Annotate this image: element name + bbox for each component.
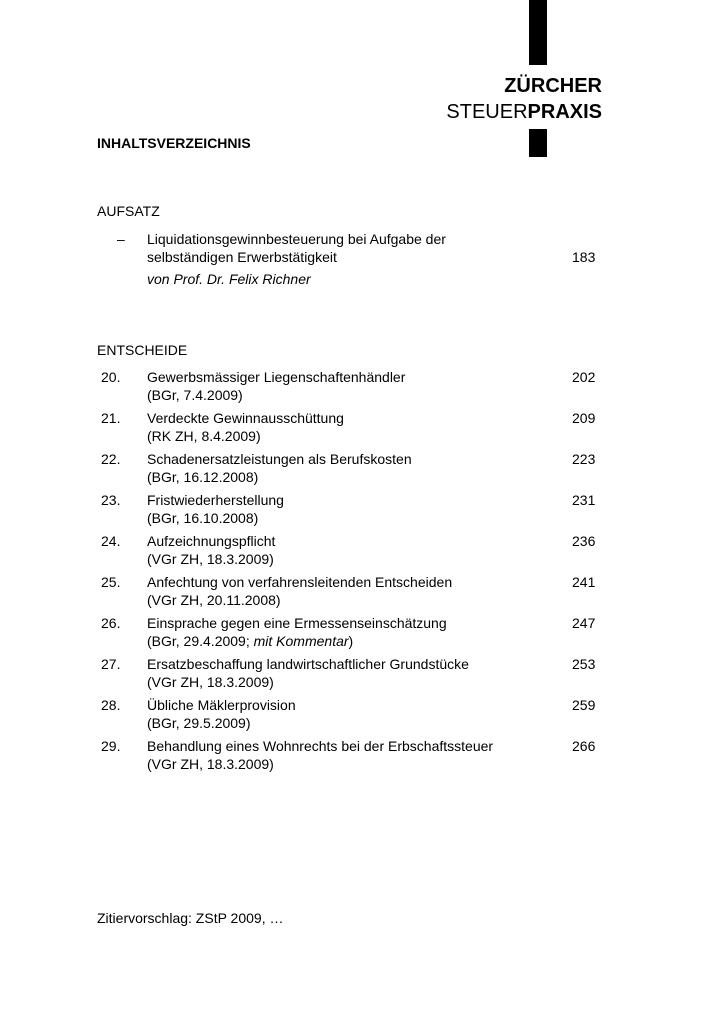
entry-number: 24. (101, 533, 121, 549)
list-item (97, 491, 607, 532)
entry-number: 27. (101, 656, 121, 672)
page-title: INHALTSVERZEICHNIS (97, 135, 251, 151)
entry-citation (147, 550, 274, 568)
entry-citation (147, 386, 243, 404)
list-item (97, 409, 607, 450)
entry-title: Schadenersatzleistungen als Berufskosten (147, 451, 412, 467)
entry-page-number: 247 (572, 615, 596, 631)
entry-citation (147, 427, 261, 445)
entry-title: Ersatzbeschaffung landwirtschaftlicher Grundstücke (147, 656, 469, 672)
list-item (97, 614, 607, 655)
entry-citation-text: (BGr, 16.10.2008) (147, 510, 259, 526)
entry-citation (147, 673, 274, 691)
entry-page-number: 209 (572, 410, 596, 426)
entry-page-number: 202 (572, 369, 596, 385)
entry-citation-text: (VGr ZH, 20.11.2008) (147, 592, 281, 608)
logo-line2-regular: STEUER (446, 101, 528, 123)
list-item (97, 696, 607, 737)
entry-page-number: 253 (572, 656, 596, 672)
logo-line2-bold: PRAXIS (527, 101, 602, 123)
entry-title: Gewerbsmässiger Liegenschaftenhändler (147, 369, 406, 385)
list-item (97, 450, 607, 491)
entry-citation-note: mit Kommentar (253, 633, 349, 649)
entry-page-number: 241 (572, 574, 596, 590)
entry-title: Aufzeichnungspflicht (147, 533, 276, 549)
entry-page-number: 236 (572, 533, 596, 549)
article-author: von Prof. Dr. Felix Richner (147, 271, 311, 287)
entry-citation-text: (VGr ZH, 18.3.2009) (147, 551, 274, 567)
entry-title: Einsprache gegen eine Ermessenseinschätzung (147, 615, 447, 631)
entry-number: 21. (101, 410, 121, 426)
entry-number: 25. (101, 574, 121, 590)
entry-citation (147, 509, 258, 527)
entry-title: Fristwiederherstellung (147, 492, 284, 508)
entry-citation-text: (VGr ZH, 18.3.2009) (147, 674, 274, 690)
entry-citation (147, 714, 251, 732)
logo-bar-top (529, 0, 547, 65)
entry-citation-text: (BGr, 7.4.2009) (147, 387, 243, 403)
entry-citation (147, 755, 274, 773)
entry-citation (147, 468, 258, 486)
article-page-number: 183 (572, 249, 596, 265)
list-item (97, 532, 607, 573)
entry-title: Anfechtung von verfahrensleitenden Entscheiden (147, 574, 453, 590)
logo-bar-bottom (529, 129, 547, 157)
entry-number: 20. (101, 369, 121, 385)
entry-citation-text: (VGr ZH, 18.3.2009) (147, 756, 274, 772)
entry-citation-close: ) (348, 633, 354, 649)
list-item (97, 655, 607, 696)
article-dash: – (117, 231, 125, 247)
list-item (97, 737, 607, 778)
entry-page-number: 231 (572, 492, 596, 508)
list-item (97, 368, 607, 409)
entry-page-number: 266 (572, 738, 596, 754)
entry-title: Behandlung eines Wohnrechts bei der Erbschaftssteuer (147, 738, 494, 754)
section-heading-entscheide: ENTSCHEIDE (97, 342, 188, 358)
list-item (97, 573, 607, 614)
entry-number: 26. (101, 615, 121, 631)
entry-citation-text: (BGr, 29.5.2009) (147, 715, 251, 731)
entry-title: Verdeckte Gewinnausschüttung (147, 410, 344, 426)
section-heading-aufsatz: AUFSATZ (97, 203, 160, 219)
entry-number: 29. (101, 738, 121, 754)
entry-citation (147, 632, 353, 650)
entry-citation-text: (BGr, 16.12.2008) (147, 469, 259, 485)
entry-number: 22. (101, 451, 121, 467)
entry-page-number: 259 (572, 697, 596, 713)
entry-citation-text: (BGr, 29.4.2009; (147, 633, 254, 649)
citation-suggestion: Zitiervorschlag: ZStP 2009, … (97, 910, 284, 926)
entry-number: 23. (101, 492, 121, 508)
entry-citation (147, 591, 281, 609)
entry-number: 28. (101, 697, 121, 713)
entry-citation-text: (RK ZH, 8.4.2009) (147, 428, 261, 444)
logo-line1: ZÜRCHER (504, 75, 602, 97)
entry-page-number: 223 (572, 451, 596, 467)
article-title-line1: Liquidationsgewinnbesteuerung bei Aufgabe der (147, 231, 446, 247)
entry-title: Übliche Mäklerprovision (147, 697, 296, 713)
decision-list (97, 368, 607, 778)
article-title-line2: selbständigen Erwerbstätigkeit (147, 249, 337, 265)
logo-line2 (446, 100, 602, 124)
